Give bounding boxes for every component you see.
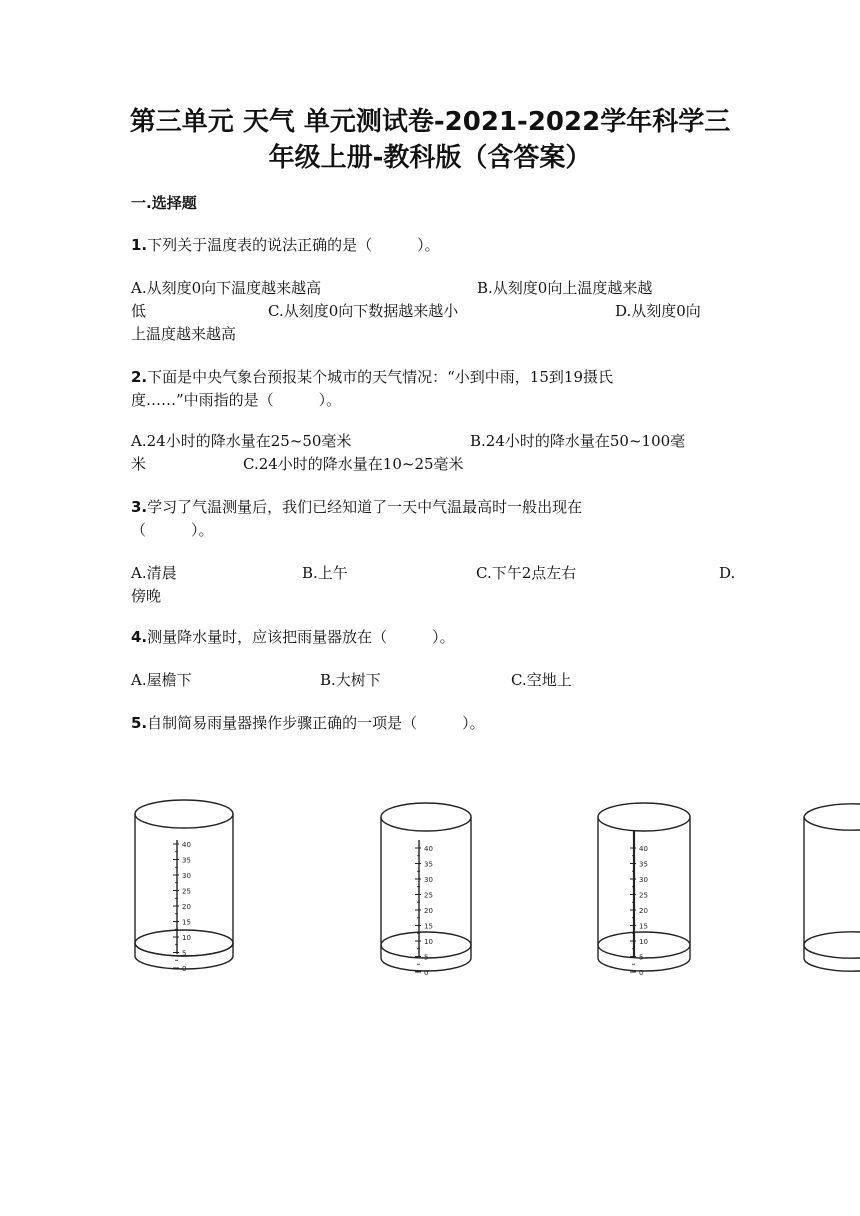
option-3b: B.上午 bbox=[302, 564, 348, 582]
option-1b: B.从刻度0向上温度越来越 bbox=[477, 279, 653, 297]
scale-label: 0 bbox=[424, 969, 429, 977]
option-1c: C.从刻度0向下数据越来越小 bbox=[268, 302, 459, 320]
question-number: 5. bbox=[131, 714, 148, 732]
question-number: 3. bbox=[131, 498, 148, 516]
scale-label: 0 bbox=[182, 965, 187, 973]
section-heading: 一.选择题 bbox=[131, 194, 197, 212]
scale-label: 5 bbox=[182, 949, 187, 958]
option-2a: A.24小时的降水量在25~50毫米 bbox=[131, 432, 352, 450]
scale-label: 25 bbox=[182, 887, 191, 896]
scale-label: 25 bbox=[639, 891, 648, 900]
scale-label: 35 bbox=[182, 856, 191, 865]
option-3c: C.下午2点左右 bbox=[476, 564, 577, 582]
option-1d: D.从刻度0向 bbox=[615, 302, 701, 320]
scale-label: 35 bbox=[424, 860, 433, 869]
scale-label: 15 bbox=[424, 922, 433, 931]
question-stem: 学习了气温测量后，我们已经知道了一天中气温最高时一般出现在 bbox=[147, 498, 583, 516]
scale-label: 5 bbox=[424, 953, 429, 962]
option-2b-cont: 米 bbox=[131, 455, 147, 473]
scale-label: 10 bbox=[639, 938, 648, 946]
title-line-1: 第三单元 天气 单元测试卷-2021-2022学年科学三 bbox=[129, 107, 731, 137]
option-1b-cont: 低 bbox=[131, 302, 147, 320]
option-1a: A.从刻度0向下温度越来越高 bbox=[131, 279, 322, 297]
rain-gauge-figure-d bbox=[802, 800, 860, 972]
title-line-2: 年级上册-教科版（含答案） bbox=[268, 143, 592, 173]
question-number: 2. bbox=[131, 368, 148, 386]
scale-label: 15 bbox=[182, 918, 191, 927]
option-4a: A.屋檐下 bbox=[131, 671, 192, 689]
question-stem: 下列关于温度表的说法正确的是（ ）。 bbox=[147, 236, 440, 254]
question-stem: 自制简易雨量器操作步骤正确的一项是（ ）。 bbox=[147, 714, 485, 732]
question-4 bbox=[131, 626, 455, 649]
question-stem: 测量降水量时，应该把雨量器放在（ ）。 bbox=[147, 628, 455, 646]
scale-label: 10 bbox=[424, 938, 433, 946]
scale-label: 20 bbox=[424, 907, 433, 915]
question-2-stem-cont: 度……”中雨指的是（ ）。 bbox=[131, 391, 342, 409]
scale-label: 30 bbox=[424, 876, 433, 884]
option-1d-cont: 上温度越来越高 bbox=[131, 325, 237, 343]
rain-gauge-figure-b bbox=[379, 800, 473, 977]
scale-label: 40 bbox=[639, 845, 648, 853]
option-4b: B.大树下 bbox=[320, 671, 381, 689]
question-2 bbox=[131, 366, 613, 389]
scale-label: 35 bbox=[639, 860, 648, 869]
scale-label: 30 bbox=[639, 876, 648, 884]
page-title bbox=[70, 104, 790, 176]
question-5 bbox=[131, 712, 485, 735]
scale-label: 20 bbox=[639, 907, 648, 915]
rain-gauge-figure-a bbox=[133, 796, 235, 971]
option-3a: A.清晨 bbox=[131, 564, 177, 582]
scale-label: 10 bbox=[182, 934, 191, 942]
question-3 bbox=[131, 496, 582, 519]
option-2c: C.24小时的降水量在10~25毫米 bbox=[243, 455, 464, 473]
option-3d-cont: 傍晚 bbox=[131, 587, 162, 605]
scale-label: 0 bbox=[639, 969, 644, 977]
scale-label: 40 bbox=[182, 841, 191, 849]
option-3d: D. bbox=[719, 564, 736, 582]
scale-label: 30 bbox=[182, 872, 191, 880]
scale-label: 40 bbox=[424, 845, 433, 853]
option-2b: B.24小时的降水量在50~100毫 bbox=[470, 432, 686, 450]
scale-label: 5 bbox=[639, 953, 644, 962]
question-number: 4. bbox=[131, 628, 148, 646]
scale-label: 15 bbox=[639, 922, 648, 931]
rain-gauge-figure-c bbox=[596, 800, 692, 977]
question-stem: 下面是中央气象台预报某个城市的天气情况：“小到中雨，15到19摄氏 bbox=[147, 368, 613, 386]
question-1 bbox=[131, 234, 440, 257]
option-4c: C.空地上 bbox=[511, 671, 572, 689]
scale-label: 20 bbox=[182, 903, 191, 911]
question-3-stem-cont: （ ）。 bbox=[131, 521, 214, 539]
scale-label: 25 bbox=[424, 891, 433, 900]
question-number: 1. bbox=[131, 236, 148, 254]
